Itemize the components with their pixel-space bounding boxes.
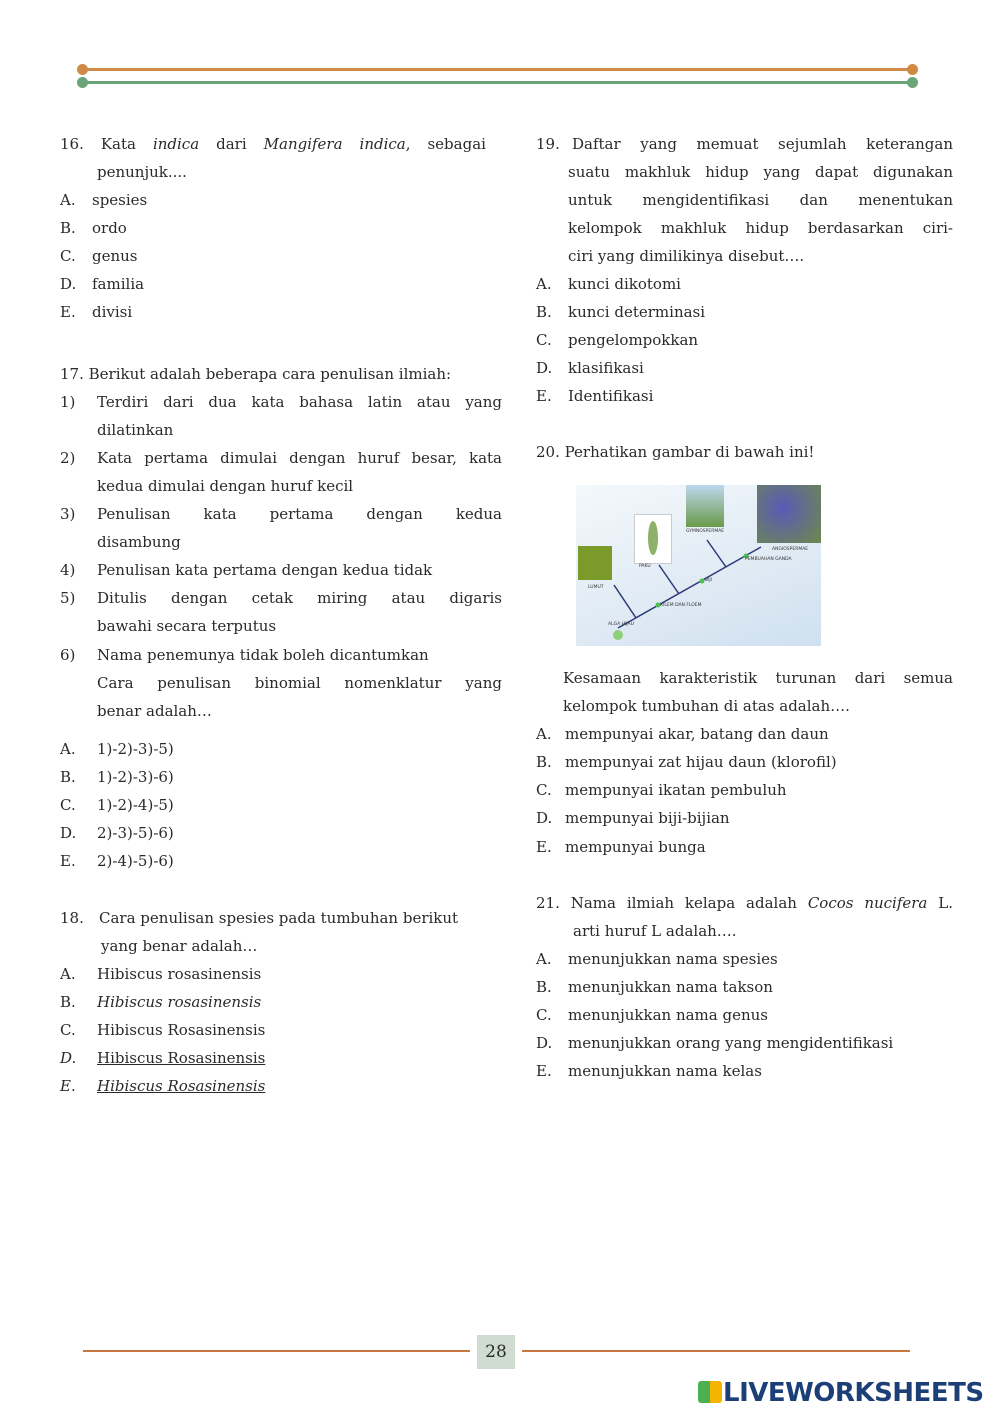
option-text: menunjukkan nama kelas (568, 1062, 762, 1080)
q18-stem: Cara penulisan spesies pada tumbuhan berikut (99, 909, 459, 927)
statement-text: Terdiri dari dua kata bahasa latin atau yang (97, 393, 502, 411)
option-text: menunjukkan nama takson (568, 978, 773, 996)
statement-number: 6) (60, 646, 76, 664)
fern-image (634, 514, 672, 564)
moss-image (578, 546, 612, 580)
footer-rule-right (522, 1350, 910, 1352)
option-letter: D. (60, 275, 77, 293)
option-text: 2)-3)-5)-6) (97, 824, 174, 842)
option-letter: C. (60, 247, 76, 265)
option-letter: D. (60, 1049, 77, 1067)
q19-stem: ciri yang dimilikinya disebut…. (568, 247, 805, 265)
statement-text-cont: kedua dimulai dengan huruf kecil (97, 477, 354, 495)
option-letter: A. (536, 275, 552, 293)
option-text: Identifikasi (568, 387, 654, 405)
option-letter: B. (60, 219, 76, 237)
q20-question: Kesamaan karakteristik turunan dari semua (563, 669, 953, 687)
option-letter: E. (536, 838, 552, 856)
option-text: familia (92, 275, 145, 293)
label-xilem-floem: XILEM DAN FLOEM (660, 603, 702, 608)
option-letter: E. (60, 852, 76, 870)
option-letter: C. (60, 1021, 76, 1039)
conifer-image (686, 485, 724, 527)
header-dot (77, 77, 88, 88)
option-letter: A. (536, 725, 552, 743)
option-text: genus (92, 247, 138, 265)
statement-text: Kata pertama dimulai dengan huruf besar, kata (97, 449, 502, 467)
q19-number: 19. (536, 135, 560, 153)
option-text: menunjukkan nama spesies (568, 950, 778, 968)
q19-stem: untuk mengidentifikasi dan menentukan (568, 191, 953, 209)
option-letter: E. (60, 303, 76, 321)
q20-question-cont: kelompok tumbuhan di atas adalah…. (563, 697, 850, 715)
statement-text-cont: dilatinkan (97, 421, 174, 439)
option-text: 1)-2)-3)-6) (97, 768, 174, 786)
option-letter: A. (536, 950, 552, 968)
statement-text-cont: disambung (97, 533, 181, 551)
option-text: kunci dikotomi (568, 275, 681, 293)
q19-stem: suatu makhluk hidup yang dapat digunakan (568, 163, 953, 181)
option-letter: C. (60, 796, 76, 814)
option-letter: B. (536, 753, 552, 771)
option-text: pengelompokkan (568, 331, 699, 349)
q17-question: Cara penulisan binomial nomenklatur yang (97, 674, 502, 692)
label-alga-hijau: ALGA HIJAU (608, 622, 634, 627)
option-text: Hibiscus rosasinensis (97, 965, 262, 983)
live-badge-icon (698, 1381, 722, 1403)
option-text: 1)-2)-4)-5) (97, 796, 174, 814)
option-text: mempunyai akar, batang dan daun (565, 725, 829, 743)
option-text: Hibiscus Rosasinensis (97, 1077, 266, 1095)
option-text: Hibiscus Rosasinensis (97, 1049, 266, 1067)
option-letter: A. (60, 191, 76, 209)
option-letter: A. (60, 740, 76, 758)
option-text: 2)-4)-5)-6) (97, 852, 174, 870)
label-angiospermae: ANGIOSPERMAE (772, 547, 809, 552)
option-letter: D. (536, 359, 553, 377)
option-letter: B. (536, 303, 552, 321)
option-letter: E. (536, 1062, 552, 1080)
statement-number: 4) (60, 561, 76, 579)
q20-stem: 20. Perhatikan gambar di bawah ini! (536, 443, 815, 461)
liveworksheets-logo: LIVEWORKSHEETS (698, 1378, 984, 1408)
algae-image (613, 630, 623, 640)
q16-stem-cont: penunjuk.... (97, 163, 187, 181)
q16-stem: 16. Kata indica dari Mangifera indica, sebagai (60, 135, 486, 153)
header-dot (907, 64, 918, 75)
statement-number: 3) (60, 505, 76, 523)
statement-text-cont: bawahi secara terputus (97, 617, 277, 635)
option-letter: B. (536, 978, 552, 996)
footer-rule-left (83, 1350, 470, 1352)
label-pembuahan-ganda: PEMBUAHAN GANDA (745, 557, 792, 562)
q17-question-cont: benar adalah… (97, 702, 212, 720)
header-dot (907, 77, 918, 88)
option-text: mempunyai zat hijau daun (klorofil) (565, 753, 837, 771)
option-letter: B. (60, 768, 76, 786)
option-letter: D. (536, 809, 553, 827)
label-gymnospermae: GYMNOSPERMAE (686, 529, 725, 534)
statement-number: 1) (60, 393, 76, 411)
option-text: spesies (92, 191, 148, 209)
option-text: mempunyai bunga (565, 838, 706, 856)
option-text: ordo (92, 219, 127, 237)
statement-text: Ditulis dengan cetak miring atau digaris (97, 589, 502, 607)
option-letter: C. (536, 1006, 552, 1024)
q18-stem-cont: yang benar adalah… (101, 937, 258, 955)
label-lumut: LUMUT (588, 585, 604, 590)
option-letter: C. (536, 331, 552, 349)
q18-number: 18. (60, 909, 84, 927)
lupine-flowers-image (757, 485, 821, 543)
q19-stem: Daftar yang memuat sejumlah keterangan (572, 135, 953, 153)
option-text: mempunyai ikatan pembuluh (565, 781, 787, 799)
plant-cladogram-image (576, 485, 821, 646)
trait-node (700, 579, 705, 584)
statement-number: 5) (60, 589, 76, 607)
option-text: 1)-2)-3)-5) (97, 740, 174, 758)
header-rule-orange (83, 68, 913, 71)
label-paku: PAKU (639, 564, 651, 569)
statement-text: Penulisan kata pertama dengan kedua tidak (97, 561, 433, 579)
page-number: 28 (477, 1335, 515, 1369)
option-text: menunjukkan nama genus (568, 1006, 768, 1024)
option-letter: E. (60, 1077, 76, 1095)
statement-text: Nama penemunya tidak boleh dicantumkan (97, 646, 429, 664)
option-text: divisi (92, 303, 133, 321)
option-letter: D. (536, 1034, 553, 1052)
header-dot (77, 64, 88, 75)
statement-text: Penulisan kata pertama dengan kedua (97, 505, 502, 523)
q19-stem: kelompok makhluk hidup berdasarkan ciri- (568, 219, 953, 237)
q17-stem: 17. Berikut adalah beberapa cara penulisan ilmiah: (60, 365, 452, 383)
option-text: kunci determinasi (568, 303, 706, 321)
header-rule-green (83, 81, 913, 84)
option-text: mempunyai biji-bijian (565, 809, 730, 827)
option-letter: B. (60, 993, 76, 1011)
option-letter: E. (536, 387, 552, 405)
option-text: Hibiscus rosasinensis (97, 993, 262, 1011)
option-text: menunjukkan orang yang mengidentifikasi (568, 1034, 894, 1052)
option-text: klasifikasi (568, 359, 644, 377)
label-biji: BIJI (705, 578, 713, 583)
option-letter: A. (60, 965, 76, 983)
option-text: Hibiscus Rosasinensis (97, 1021, 266, 1039)
q21-stem: 21. Nama ilmiah kelapa adalah Cocos nucifera L. (536, 894, 953, 912)
option-letter: C. (536, 781, 552, 799)
option-letter: D. (60, 824, 77, 842)
statement-number: 2) (60, 449, 76, 467)
q21-stem-cont: arti huruf L adalah…. (573, 922, 737, 940)
